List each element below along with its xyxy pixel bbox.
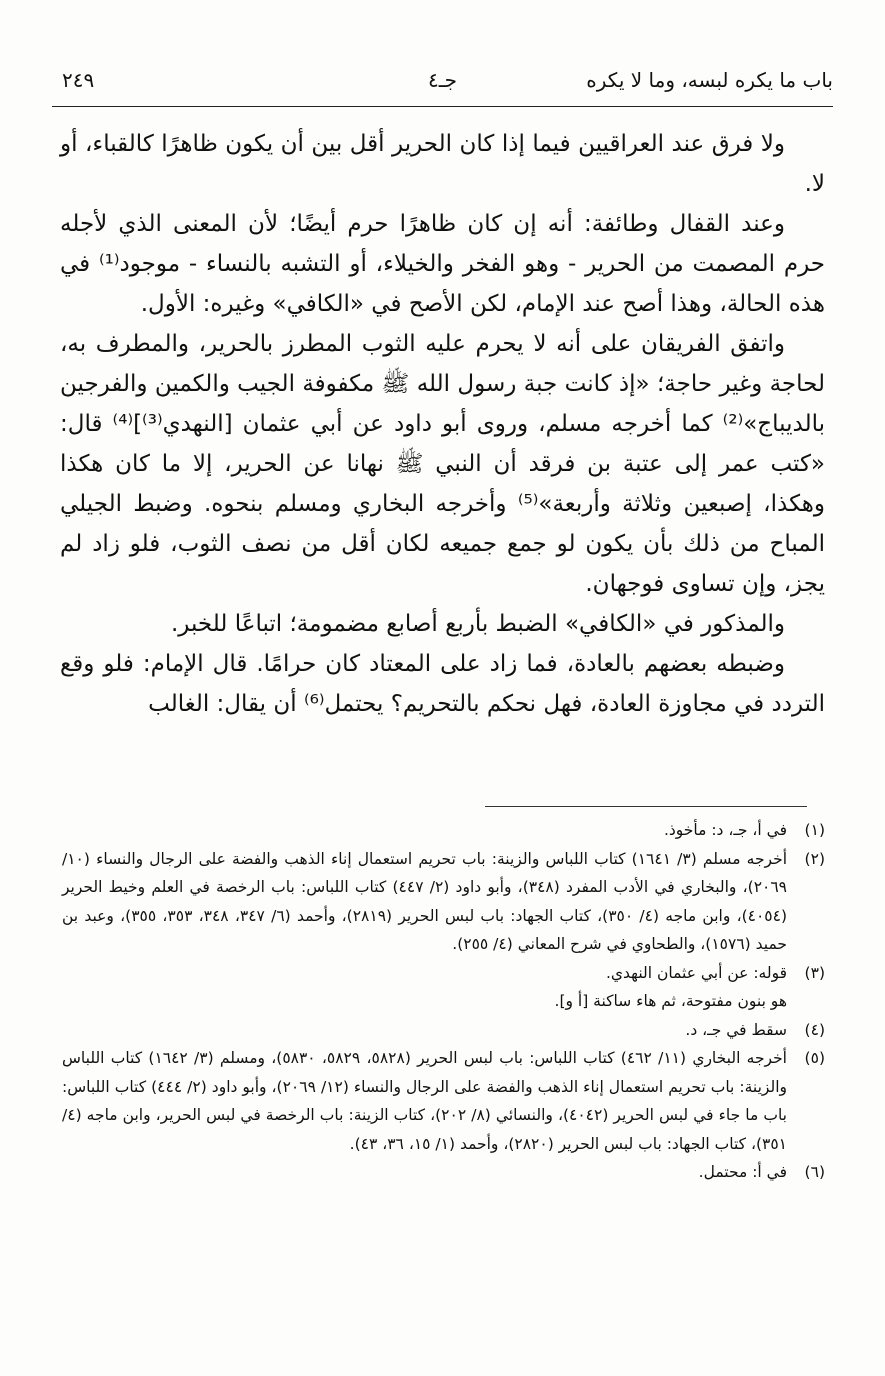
running-header [52, 68, 833, 102]
footnote [62, 845, 825, 959]
paragraph: ولا فرق عند العراقيين فيما إذا كان الحرير أقل بين أن يكون ظاهرًا كالقباء، أو لا. [60, 131, 825, 197]
footnote [62, 1044, 825, 1158]
footnote-divider [485, 806, 807, 807]
volume-label: جـ٤ [428, 68, 457, 92]
page-number: ٢٤٩ [62, 68, 95, 92]
paragraph: وضبطه بعضهم بالعادة، فما زاد على المعتاد كان حرامًا. قال الإمام: فلو وقع التردد في مجاوزة العادة، فهل نحكم بالتحريم؟ يحتمل⁽⁶⁾ أن يقال: الغالب [60, 651, 825, 717]
chapter-title: باب ما يكره لبسه، وما لا يكره [586, 68, 833, 92]
paragraph: وعند القفال وطائفة: أنه إن كان ظاهرًا حرم أيضًا؛ لأن المعنى الذي لأجله حرم المصمت من الحرير - وهو الفخر والخيلاء، أو التشبه بالنساء - موجود⁽¹⁾ في هذه الحالة، وهذا أصح عند الإمام، لكن الأصح في «الكافي» وغيره: الأول. [60, 211, 825, 317]
footnote-text: قوله: عن أبي عثمان النهدي. [605, 963, 787, 982]
footnote-text: أخرجه مسلم (٣/ ١٦٤١) كتاب اللباس والزينة: باب تحريم استعمال إناء الذهب والفضة على الرجال والنساء (١٠/ ٢٠٦٩)، والبخاري في الأدب المفرد (٣٤٨)، وأبو داود (٢/ ٤٤٧) كتاب اللباس: باب الرخصة في العلم وخيط الحرير (٤٠٥٤)، وابن ماجه (٤/ ٣٥٠)، كتاب الجهاد: باب لبس الحرير (٢٨١٩)، وأحمد (٦/ ٣٤٧، ٣٤٨، ٣٥٣، ٣٥٥)، وعبد بن حميد (١٥٧٦)، والطحاوي في شرح المعاني (٤/ ٢٥٥). [62, 849, 787, 953]
footnote-marker: (١) [804, 821, 825, 839]
footnote-marker: (٥) [804, 1049, 825, 1067]
footnote-text: أخرجه البخاري (١١/ ٤٦٢) كتاب اللباس: باب لبس الحرير (٥٨٢٨، ٥٨٢٩، ٥٨٣٠)، ومسلم (٣/ ١٦٤٢) كتاب اللباس والزينة: باب تحريم استعمال إناء الذهب والفضة على الرجال والنساء (١٢/ ٢٠٦٩)، وأبو داود (٢/ ٤٤٤) كتاب اللباس: باب ما جاء في لبس الحرير (٤٠٤٢)، والنسائي (٨/ ٢٠٢)، كتاب الزينة: باب الرخصة في لبس الحرير، وابن ماجه (٤/ ٣٥١)، كتاب الجهاد: باب لبس الحرير (٢٨٢٠)، وأحمد (١/ ١٥، ٣٦، ٤٣). [62, 1049, 787, 1153]
footnotes [62, 816, 825, 1187]
footnote [62, 1158, 825, 1187]
footnote-marker: (٢) [804, 849, 825, 868]
footnote [62, 1016, 825, 1045]
footnote [62, 816, 825, 845]
paragraph: والمذكور في «الكافي» الضبط بأربع أصابع مضمومة؛ اتباعًا للخبر. [170, 611, 785, 637]
footnote-marker: (٣) [804, 963, 825, 982]
footnote-text: في أ: محتمل. [698, 1163, 787, 1181]
footnote [62, 987, 825, 1016]
footnote-marker: (٦) [804, 1163, 825, 1181]
footnote-text: في أ، جـ، د: مأخوذ. [663, 821, 787, 839]
main-text [60, 124, 825, 724]
paragraph: واتفق الفريقان على أنه لا يحرم عليه الثوب المطرز بالحرير، والمطرف به، لحاجة وغير حاجة؛ «إذ كانت جبة رسول الله ﷺ مكفوفة الجيب والكمين والفرجين بالديباج»⁽²⁾ كما أخرجه مسلم، وروى أبو داود عن أبي عثمان [النهدي⁽³⁾]⁽⁴⁾ قال: «كتب عمر إلى عتبة بن فرقد أن النبي ﷺ نهانا عن الحرير، إلا ما كان هكذا وهكذا، إصبعين وثلاثة وأربعة»⁽⁵⁾ وأخرجه البخاري ومسلم بنحوه. وضبط الجيلي المباح من ذلك بأن يكون لو جمع جميعه لكان أقل من نصف الثوب، فلو زاد لم يجز، وإن تساوى فوجهان. [60, 331, 826, 597]
footnote-text: سقط في جـ، د. [685, 1020, 787, 1039]
footnote [62, 959, 825, 988]
footnote-text: هو بنون مفتوحة، ثم هاء ساكنة [أ و]. [554, 992, 787, 1010]
footnote-marker: (٤) [804, 1020, 825, 1039]
footnote-marker [787, 987, 825, 1016]
header-divider [52, 106, 833, 107]
